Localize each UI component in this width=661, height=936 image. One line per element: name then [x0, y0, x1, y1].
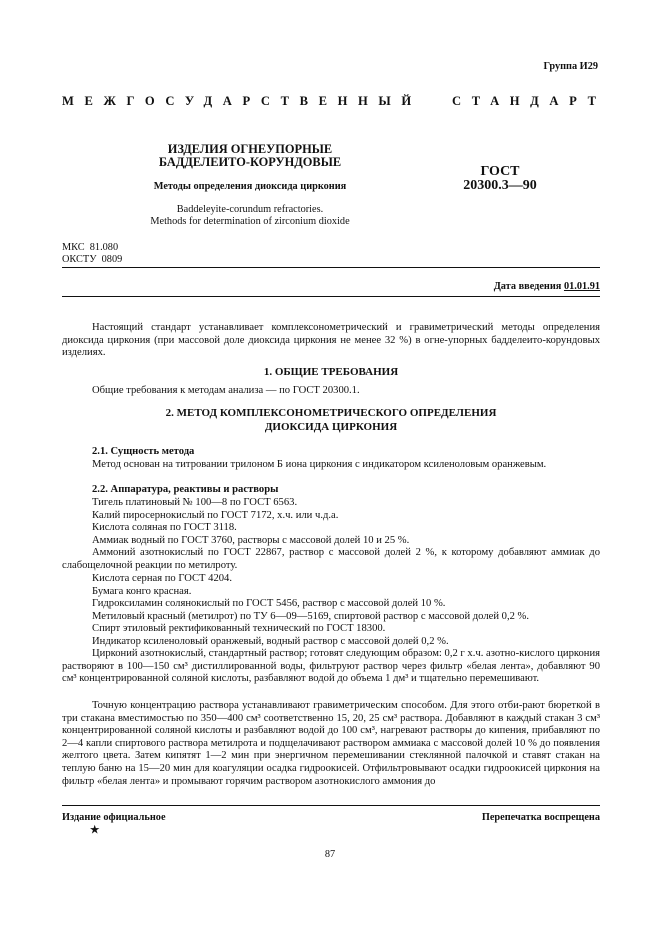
english-title-1: Baddeleyite-corundum refractories.: [176, 204, 324, 215]
title-line-1: ИЗДЕЛИЯ ОГНЕУПОРНЫЕ: [167, 142, 333, 156]
footer-divider: [62, 805, 600, 806]
list-item: Кислота соляная по ГОСТ 3118.: [92, 522, 237, 533]
section-1-heading: 1. ОБЩИЕ ТРЕБОВАНИЯ: [263, 366, 399, 378]
list-item: Калий пиросернокислый по ГОСТ 7172, х.ч. или ч.д.а.: [92, 510, 339, 521]
section-1-text: Общие требования к методам анализа — по ГОСТ 20300.1.: [92, 385, 360, 396]
list-item: Аммиак водный по ГОСТ 3760, растворы с массовой долей 10 и 25 %.: [92, 535, 410, 546]
subsection-2-1-heading: 2.1. Сущность метода: [92, 446, 195, 457]
date-value: 01.01.91: [563, 281, 600, 292]
intro-paragraph: Настоящий стандарт устанавливает комплексонометрический и гравиметрический методы определения диоксида циркония (при массовой доле диоксида циркония не менее 32 %) в огне-упорных бадделеито-корундовых изделиях.: [62, 322, 600, 359]
concentration-procedure: Точную концентрацию раствора устанавливают гравиметрическим способом. Для этого отби-рают бюреткой в три стакана вместимостью по 350—400 см³ соответственно 15, 20, 25 см³ раствора. Добавляют в каждый стакан 3 см³ концентрированной соляной кислоты и разбавляют водой до 100 см³, нагревают растворы до кипения, прибавляют по 2—4 капли спиртового раствора метилрота и подщелачивают раствором аммиака с массовой долей 10 % до появления желтого цвета. Затем кипятят 1—2 мин при энергичном перемешивании стеклянной палочкой и ставят стакан на теплую баню на 15—20 мин для коагуляции осадка гидроокисей. Отфильтровывают осадки гидроокисей циркония на фильтр «белая лента» и промывают горячим раствором азотнокислого аммония до: [62, 700, 600, 787]
list-item: Тигель платиновый № 100—8 по ГОСТ 6563.: [92, 497, 298, 508]
banner-interstate: МЕЖГОСУДАРСТВЕННЫЙ: [62, 94, 422, 108]
title-line-2: БАДДЕЛЕИТО-КОРУНДОВЫЕ: [158, 155, 342, 169]
subsection-2-1-text: Метод основан на титровании трилоном Б иона циркония с индикатором ксиленоловым оранжевым.: [92, 459, 547, 470]
list-item: Спирт этиловый ректификованный технический по ГОСТ 18300.: [92, 623, 386, 634]
date-of-introduction: [420, 281, 600, 292]
reprint-prohibited: Перепечатка воспрещена: [481, 812, 600, 823]
okstu-code: ОКСТУ 0809: [62, 254, 123, 265]
english-title-2: Methods for determination of zirconium dioxide: [150, 216, 350, 227]
zirconium-standard-solution: Цирконий азотнокислый, стандартный раствор; готовят следующим образом: 0,2 г х.ч. азотно-кислого циркония растворяют в 100—150 см³ дистиллированной воды, фильтруют раствор через фильтр «белая лента», добавляют 90 см³ концентрированной соляной кислоты, разбавляют водой до объема 1 дм³ и тщательно перемешивают.: [62, 648, 600, 685]
page-number: 87: [324, 849, 336, 860]
section-2-heading-1: 2. МЕТОД КОМПЛЕКСОНОМЕТРИЧЕСКОГО ОПРЕДЕЛЕНИЯ: [165, 407, 497, 419]
ammonium-nitrate-item: Аммоний азотнокислый по ГОСТ 22867, раствор с массовой долей 2 %, к которому добавляют аммиак до слабощелочной реакции по метилроту.: [62, 547, 600, 571]
gost-label: ГОСТ: [480, 164, 520, 179]
list-item: Индикатор ксиленоловый оранжевый, водный раствор с массовой долей 0,2 %.: [92, 636, 449, 647]
list-item: Кислота серная по ГОСТ 4204.: [92, 573, 232, 584]
gost-number: 20300.3—90: [463, 178, 537, 193]
star-mark: ★: [90, 825, 100, 836]
header-divider: [62, 267, 600, 268]
group-code: Группа И29: [543, 61, 598, 72]
banner-standard: СТАНДАРТ: [452, 94, 607, 108]
list-item: Метиловый красный (метилрот) по ТУ 6—09—5169, спиртовой раствор с массовой долей 0,2 %.: [92, 611, 530, 622]
list-item: Гидроксиламин солянокислый по ГОСТ 5456, раствор с массовой долей 10 %.: [92, 598, 446, 609]
list-item: Бумага конго красная.: [92, 586, 192, 597]
date-label: Дата введения: [493, 281, 562, 292]
subsection-2-2-heading: 2.2. Аппаратура, реактивы и растворы: [92, 484, 279, 495]
section-2-heading-2: ДИОКСИДА ЦИРКОНИЯ: [264, 421, 398, 433]
official-edition: Издание официальное: [62, 812, 166, 823]
mks-code: МКС 81.080: [62, 242, 119, 253]
subtitle: Методы определения диоксида циркония: [153, 181, 347, 192]
date-divider: [62, 296, 600, 297]
